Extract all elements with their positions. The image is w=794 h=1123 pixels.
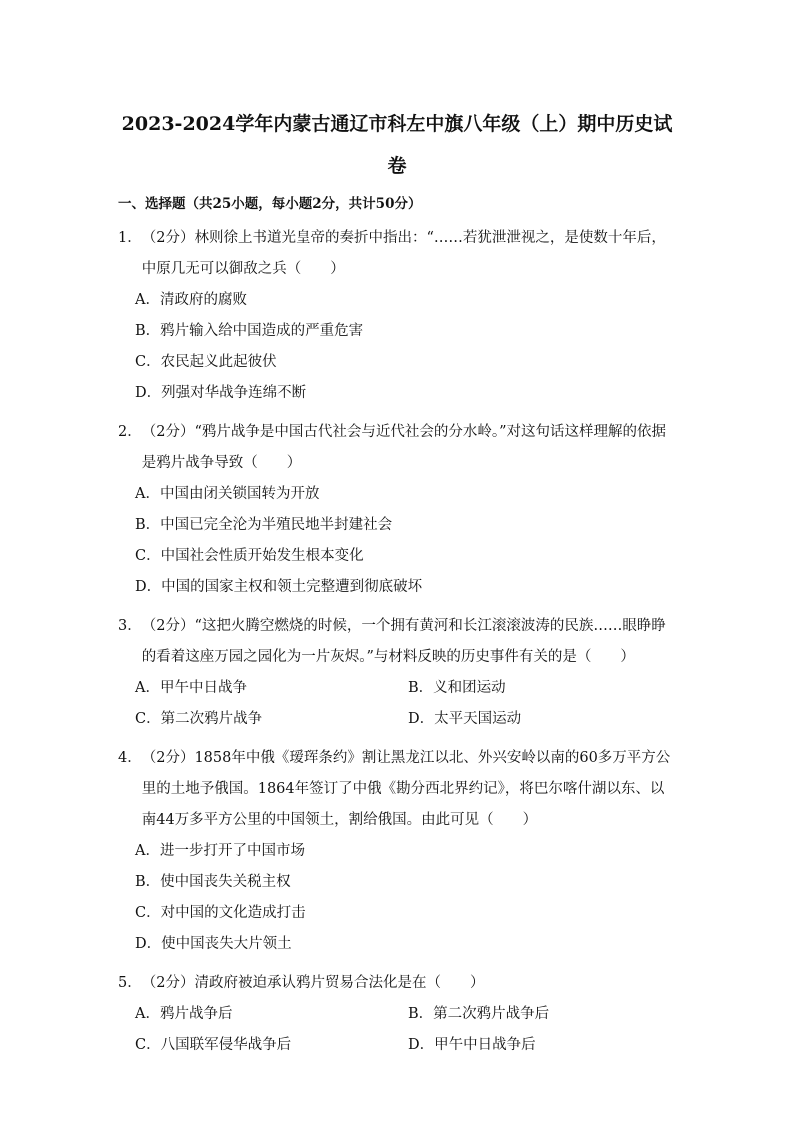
question-1 xyxy=(118,223,676,409)
option-d: D．列强对华战争连绵不断 xyxy=(135,385,307,401)
option-a: A．甲午中日战争 xyxy=(135,680,247,696)
section-heading: 一、选择题（共25小题，每小题2分，共计50分） xyxy=(118,196,422,212)
question-stem xyxy=(118,968,676,999)
option-a: A．进一步打开了中国市场 xyxy=(135,843,305,859)
question-number: 5． xyxy=(118,975,142,991)
question-text: （2分）1858年中俄《瑷珲条约》割让黑龙江以北、外兴安岭以南的60多万平方公里的土地予俄国。1864年签订了中俄《勘分西北界约记》，将巴尔喀什湖以东、以南44万多平方公里的中国领土，割给俄国。由此可见（ ） xyxy=(141,750,671,828)
options-list xyxy=(118,836,676,960)
option-d: D．甲午中日战争后 xyxy=(408,1037,536,1053)
options-grid xyxy=(118,999,676,1061)
question-stem xyxy=(118,611,676,673)
question-number: 3． xyxy=(118,618,142,634)
option-a: A．清政府的腐败 xyxy=(135,292,247,308)
options-list xyxy=(118,479,676,603)
question-4 xyxy=(118,743,676,960)
option-c: C．八国联军侵华战争后 xyxy=(135,1037,292,1053)
option-a: A．中国由闭关锁国转为开放 xyxy=(135,486,320,502)
question-2 xyxy=(118,417,676,603)
question-number: 1． xyxy=(118,230,142,246)
question-5 xyxy=(118,968,676,1061)
question-stem xyxy=(118,417,676,479)
option-d: D．中国的国家主权和领土完整遭到彻底破坏 xyxy=(135,579,423,595)
question-number: 4． xyxy=(118,750,142,766)
question-number: 2． xyxy=(118,424,142,440)
option-b: B．使中国丧失关税主权 xyxy=(135,874,291,890)
option-c: C．对中国的文化造成打击 xyxy=(135,905,306,921)
option-b: B．中国已完全沦为半殖民地半封建社会 xyxy=(135,517,393,533)
page-title: 2023-2024学年内蒙古通辽市科左中旗八年级（上）期中历史试卷 xyxy=(121,113,673,177)
option-d: D．太平天国运动 xyxy=(408,711,522,727)
question-text: （2分）林则徐上书道光皇帝的奏折中指出：“……若犹泄泄视之，是使数十年后，中原几无可以御敌之兵（ ） xyxy=(141,230,666,277)
option-c: C．中国社会性质开始发生根本变化 xyxy=(135,548,364,564)
option-b: B．义和团运动 xyxy=(408,680,506,696)
option-c: C．农民起义此起彼伏 xyxy=(135,354,277,370)
question-stem xyxy=(118,223,676,285)
options-grid xyxy=(118,673,676,735)
option-b: B．第二次鸦片战争后 xyxy=(408,1006,550,1022)
option-b: B．鸦片输入给中国造成的严重危害 xyxy=(135,323,364,339)
question-text: （2分）“这把火腾空燃烧的时候，一个拥有黄河和长江滚滚波涛的民族……眼睁睁的看着这座万园之园化为一片灰烬。”与材料反映的历史事件有关的是（ ） xyxy=(141,618,666,665)
option-d: D．使中国丧失大片领土 xyxy=(135,936,292,952)
question-text: （2分）清政府被迫承认鸦片贸易合法化是在（ ） xyxy=(141,975,485,991)
option-c: C．第二次鸦片战争 xyxy=(135,711,263,727)
option-a: A．鸦片战争后 xyxy=(135,1006,233,1022)
options-list xyxy=(118,285,676,409)
question-3 xyxy=(118,611,676,735)
question-stem xyxy=(118,743,676,836)
question-text: （2分）“鸦片战争是中国古代社会与近代社会的分水岭。”对这句话这样理解的依据是鸦片战争导致（ ） xyxy=(141,424,667,471)
